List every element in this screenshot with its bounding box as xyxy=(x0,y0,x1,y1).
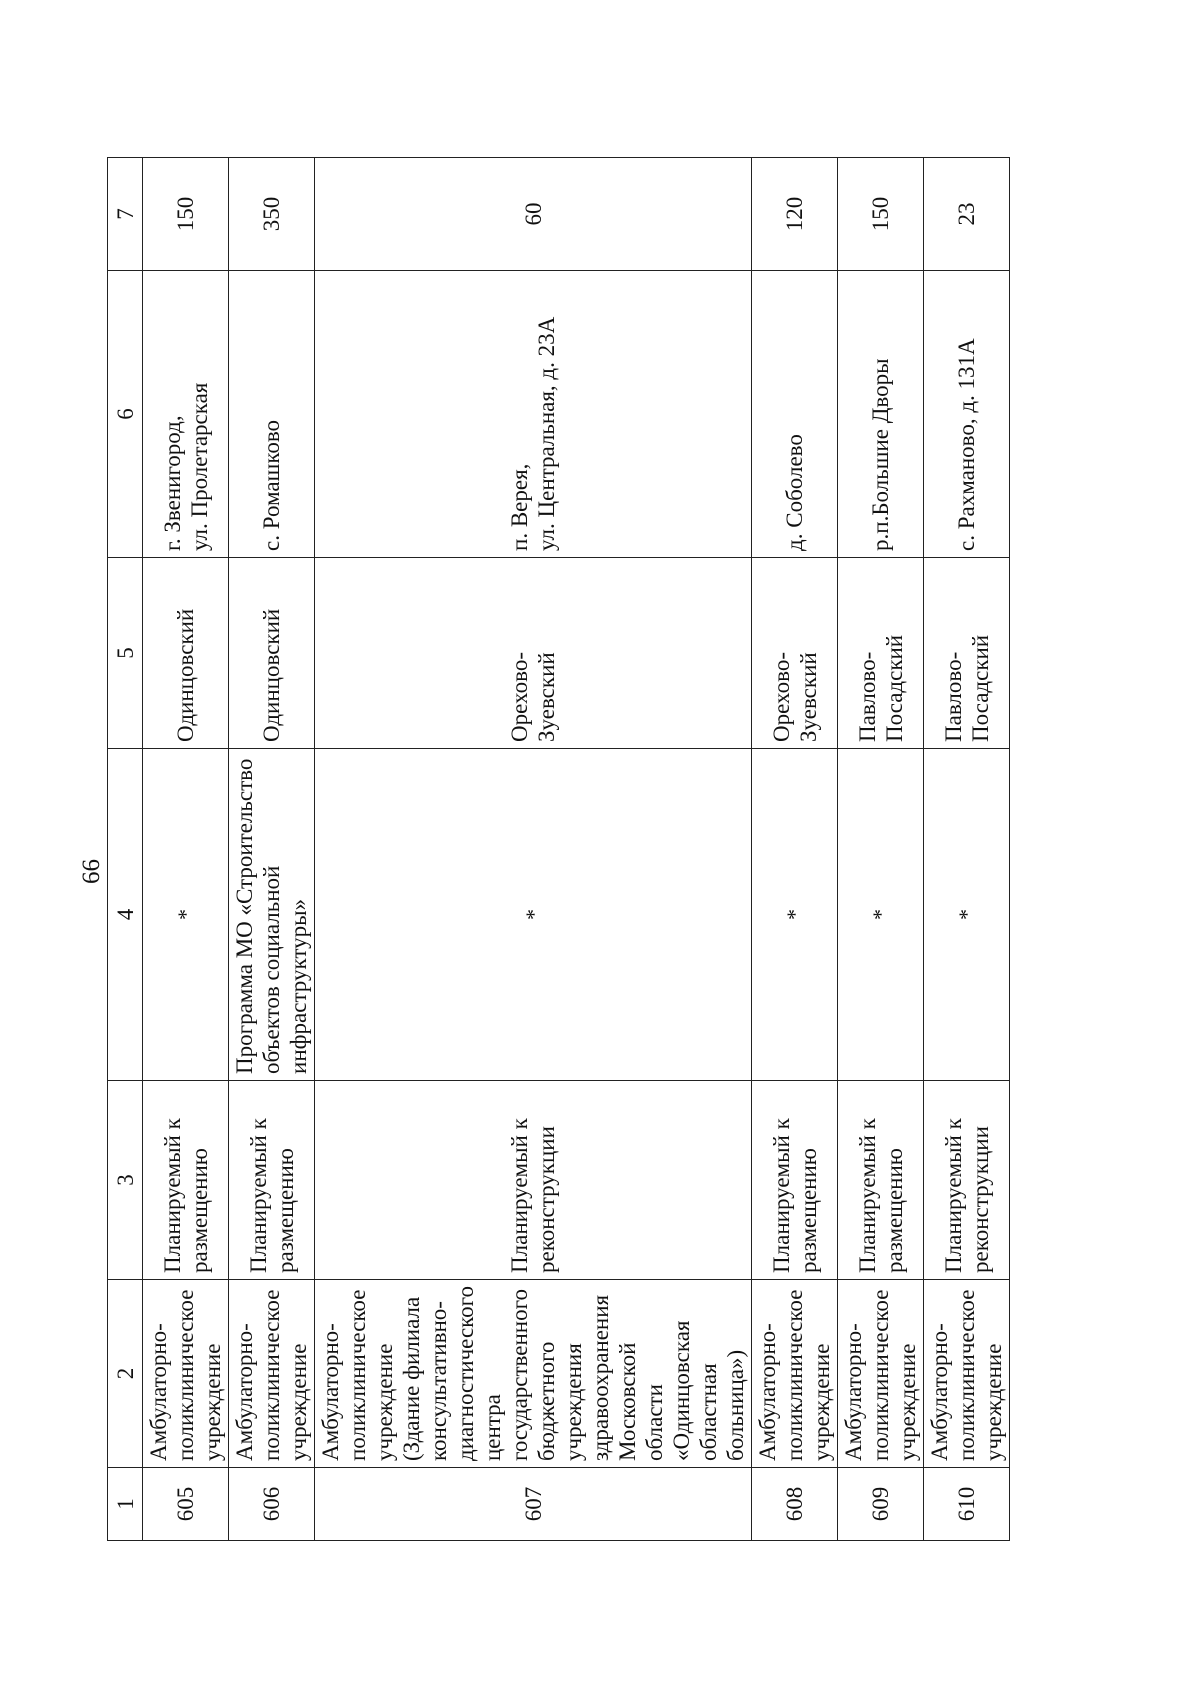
page-number: 66 xyxy=(78,859,105,884)
status-cell: Планируемый к размещению xyxy=(229,1080,315,1279)
status-cell: Планируемый к размещению xyxy=(143,1080,229,1279)
facility-type-cell: Амбулаторно- поликлиническое учреждение xyxy=(143,1279,229,1467)
program-cell: * xyxy=(924,748,1010,1080)
facility-type-cell: Амбулаторно- поликлиническое учреждение xyxy=(924,1279,1010,1467)
column-number: 5 xyxy=(108,557,143,748)
status-cell: Планируемый к реконструкции xyxy=(924,1080,1010,1279)
program-cell: * xyxy=(315,748,752,1080)
capacity-cell: 150 xyxy=(143,157,229,270)
program-cell: * xyxy=(752,748,838,1080)
status-cell: Планируемый к реконструкции xyxy=(315,1080,752,1279)
row-number-cell: 605 xyxy=(143,1468,229,1541)
district-cell: Орехово- Зуевский xyxy=(315,557,752,748)
column-number: 6 xyxy=(108,270,143,557)
capacity-cell: 23 xyxy=(924,157,1010,270)
program-cell: * xyxy=(838,748,924,1080)
status-cell: Планируемый к размещению xyxy=(838,1080,924,1279)
facility-type-cell: Амбулаторно- поликлиническое учреждение xyxy=(838,1279,924,1467)
capacity-cell: 150 xyxy=(838,157,924,270)
district-cell: Одинцовский xyxy=(143,557,229,748)
table-row xyxy=(229,157,315,1540)
address-cell: г. Звенигород, ул. Пролетарская xyxy=(143,270,229,557)
district-cell: Одинцовский xyxy=(229,557,315,748)
table-row xyxy=(752,157,838,1540)
capacity-cell: 120 xyxy=(752,157,838,270)
column-number: 3 xyxy=(108,1080,143,1279)
table-row xyxy=(838,157,924,1540)
address-cell: р.п.Большие Дворы xyxy=(838,270,924,557)
district-cell: Павлово- Посадский xyxy=(924,557,1010,748)
district-cell: Орехово- Зуевский xyxy=(752,557,838,748)
row-number-cell: 609 xyxy=(838,1468,924,1541)
column-number: 4 xyxy=(108,748,143,1080)
capacity-cell: 60 xyxy=(315,157,752,270)
row-number-cell: 607 xyxy=(315,1468,752,1541)
facilities-table xyxy=(107,157,1010,1541)
facility-type-cell: Амбулаторно- поликлиническое учреждение (Здание филиала консультативно- диагностического центра государственного бюджетного учреждения здравоохранения Московской области «Одинцовская областная больница») xyxy=(315,1279,752,1467)
program-cell: * xyxy=(143,748,229,1080)
row-number-cell: 610 xyxy=(924,1468,1010,1541)
table-row xyxy=(143,157,229,1540)
facility-type-cell: Амбулаторно- поликлиническое учреждение xyxy=(752,1279,838,1467)
table-row xyxy=(924,157,1010,1540)
table-row xyxy=(315,157,752,1540)
district-cell: Павлово- Посадский xyxy=(838,557,924,748)
facility-type-cell: Амбулаторно- поликлиническое учреждение xyxy=(229,1279,315,1467)
address-cell: с. Ромашково xyxy=(229,270,315,557)
program-cell: Программа МО «Строительство объектов социальной инфраструктуры» xyxy=(229,748,315,1080)
address-cell: д. Соболево xyxy=(752,270,838,557)
row-number-cell: 608 xyxy=(752,1468,838,1541)
column-number: 1 xyxy=(108,1468,143,1541)
column-number: 7 xyxy=(108,157,143,270)
capacity-cell: 350 xyxy=(229,157,315,270)
status-cell: Планируемый к размещению xyxy=(752,1080,838,1279)
column-number-row xyxy=(108,157,143,1540)
column-number: 2 xyxy=(108,1279,143,1467)
address-cell: с. Рахманово, д. 131А xyxy=(924,270,1010,557)
address-cell: п. Верея, ул. Центральная, д. 23А xyxy=(315,270,752,557)
row-number-cell: 606 xyxy=(229,1468,315,1541)
